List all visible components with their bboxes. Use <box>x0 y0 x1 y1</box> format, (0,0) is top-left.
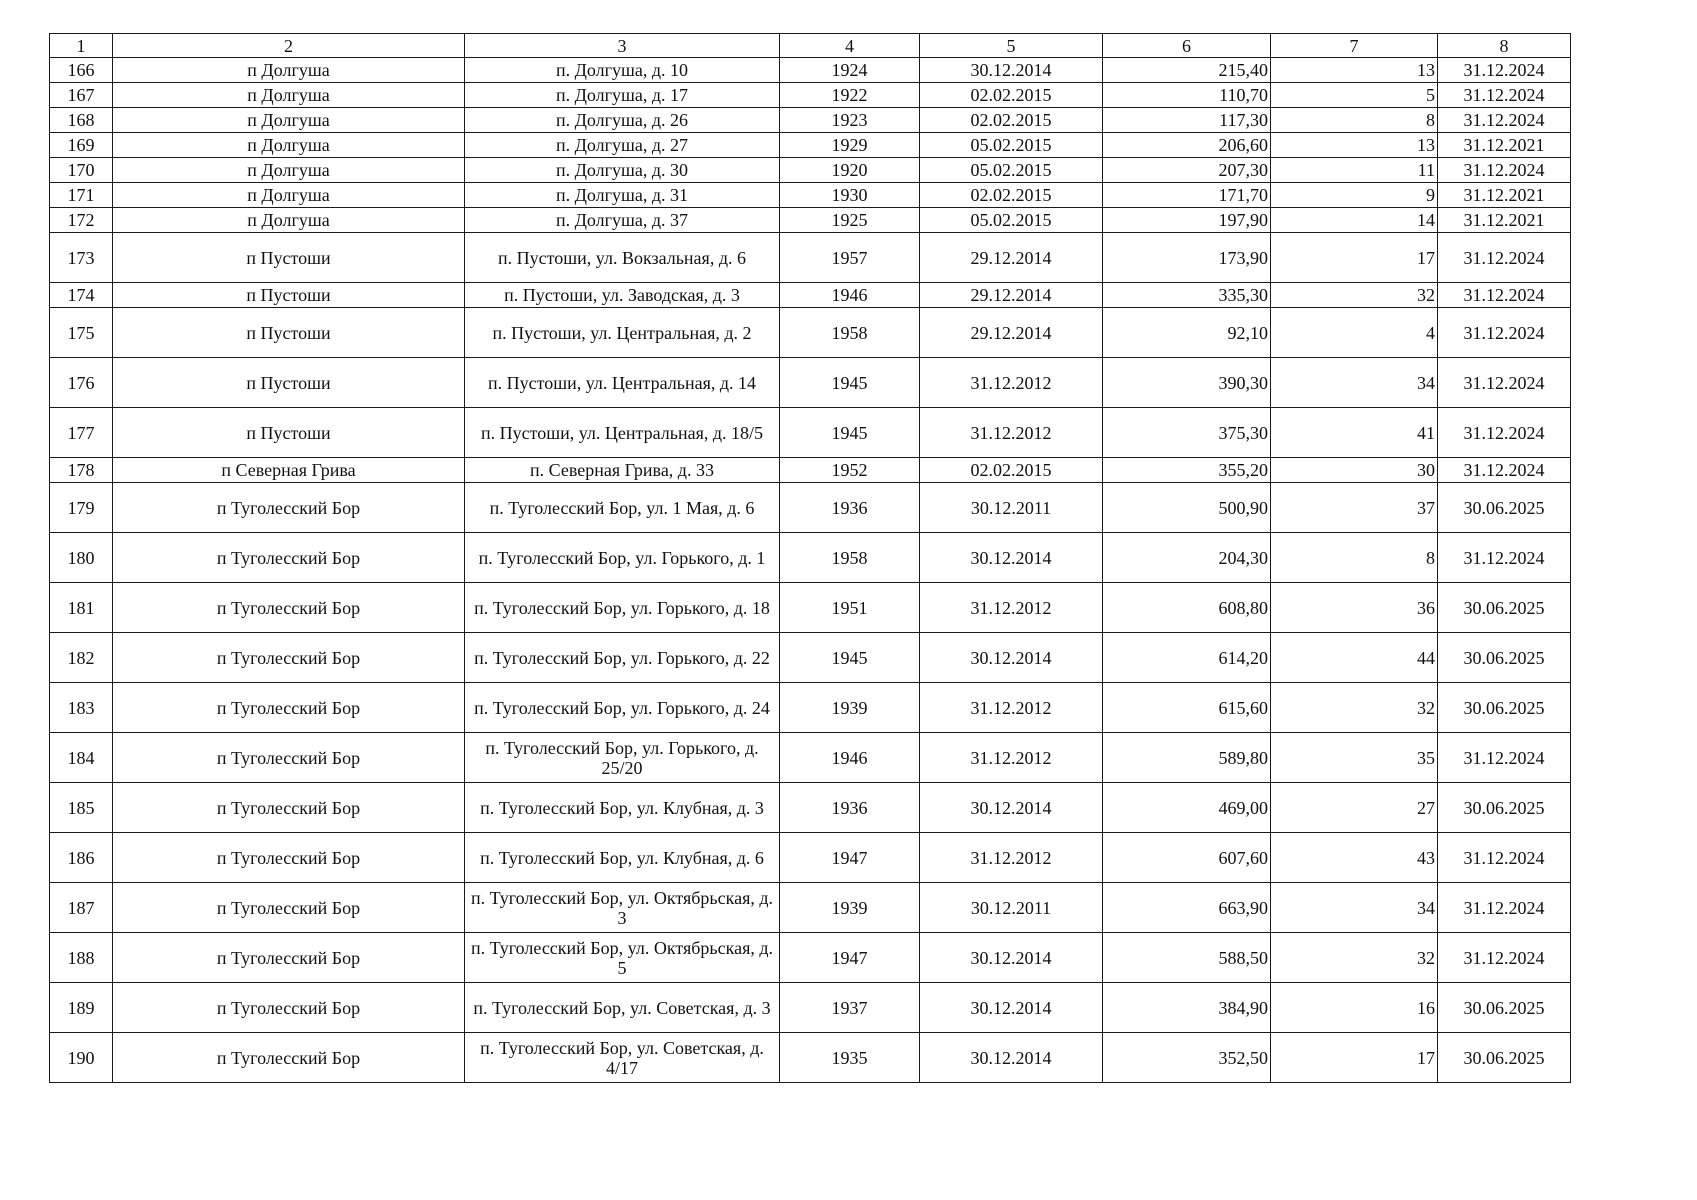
deadline-cell: 30.06.2025 <box>1438 1033 1571 1083</box>
row-number-cell: 189 <box>50 983 113 1033</box>
area-cell: 384,90 <box>1103 983 1271 1033</box>
deadline-cell: 31.12.2024 <box>1438 308 1571 358</box>
date-cell: 30.12.2014 <box>920 783 1103 833</box>
address-cell: п. Туголесский Бор, ул. Горького, д. 25/20 <box>465 733 780 783</box>
deadline-cell: 31.12.2024 <box>1438 233 1571 283</box>
year-built-cell: 1939 <box>780 683 920 733</box>
area-cell: 390,30 <box>1103 358 1271 408</box>
address-cell: п. Туголесский Бор, ул. Горького, д. 18 <box>465 583 780 633</box>
area-cell: 608,80 <box>1103 583 1271 633</box>
row-number-cell: 184 <box>50 733 113 783</box>
column-number-8: 8 <box>1438 34 1571 58</box>
year-built-cell: 1951 <box>780 583 920 633</box>
settlement-cell: п Туголесский Бор <box>113 933 465 983</box>
row-number-cell: 180 <box>50 533 113 583</box>
residents-count-cell: 32 <box>1271 683 1438 733</box>
settlement-cell: п Пустоши <box>113 233 465 283</box>
year-built-cell: 1923 <box>780 108 920 133</box>
address-cell: п. Туголесский Бор, ул. Советская, д. 4/17 <box>465 1033 780 1083</box>
table-row <box>50 283 1571 308</box>
table-row <box>50 133 1571 158</box>
year-built-cell: 1935 <box>780 1033 920 1083</box>
residents-count-cell: 4 <box>1271 308 1438 358</box>
deadline-cell: 31.12.2021 <box>1438 208 1571 233</box>
residents-count-cell: 30 <box>1271 458 1438 483</box>
address-cell: п. Туголесский Бор, ул. Клубная, д. 3 <box>465 783 780 833</box>
settlement-cell: п Долгуша <box>113 158 465 183</box>
year-built-cell: 1958 <box>780 533 920 583</box>
address-cell: п. Туголесский Бор, ул. Клубная, д. 6 <box>465 833 780 883</box>
table-row <box>50 633 1571 683</box>
residents-count-cell: 34 <box>1271 358 1438 408</box>
area-cell: 171,70 <box>1103 183 1271 208</box>
deadline-cell: 30.06.2025 <box>1438 683 1571 733</box>
address-cell: п. Туголесский Бор, ул. 1 Мая, д. 6 <box>465 483 780 533</box>
row-number-cell: 169 <box>50 133 113 158</box>
date-cell: 30.12.2014 <box>920 633 1103 683</box>
residents-count-cell: 17 <box>1271 233 1438 283</box>
area-cell: 469,00 <box>1103 783 1271 833</box>
area-cell: 663,90 <box>1103 883 1271 933</box>
year-built-cell: 1947 <box>780 833 920 883</box>
date-cell: 31.12.2012 <box>920 583 1103 633</box>
table-row <box>50 683 1571 733</box>
table-row <box>50 58 1571 83</box>
settlement-cell: п Долгуша <box>113 108 465 133</box>
table-body <box>50 34 1571 1083</box>
deadline-cell: 31.12.2024 <box>1438 883 1571 933</box>
address-cell: п. Долгуша, д. 26 <box>465 108 780 133</box>
date-cell: 30.12.2011 <box>920 483 1103 533</box>
row-number-cell: 173 <box>50 233 113 283</box>
area-cell: 92,10 <box>1103 308 1271 358</box>
table-row <box>50 583 1571 633</box>
year-built-cell: 1922 <box>780 83 920 108</box>
settlement-cell: п Долгуша <box>113 183 465 208</box>
area-cell: 615,60 <box>1103 683 1271 733</box>
table-row <box>50 483 1571 533</box>
date-cell: 05.02.2015 <box>920 133 1103 158</box>
deadline-cell: 31.12.2021 <box>1438 183 1571 208</box>
residents-count-cell: 37 <box>1271 483 1438 533</box>
deadline-cell: 30.06.2025 <box>1438 783 1571 833</box>
housing-table <box>49 33 1571 1083</box>
area-cell: 335,30 <box>1103 283 1271 308</box>
settlement-cell: п Туголесский Бор <box>113 533 465 583</box>
table-row <box>50 233 1571 283</box>
date-cell: 02.02.2015 <box>920 83 1103 108</box>
row-number-cell: 172 <box>50 208 113 233</box>
year-built-cell: 1939 <box>780 883 920 933</box>
area-cell: 197,90 <box>1103 208 1271 233</box>
address-cell: п. Долгуша, д. 37 <box>465 208 780 233</box>
address-cell: п. Северная Грива, д. 33 <box>465 458 780 483</box>
year-built-cell: 1947 <box>780 933 920 983</box>
residents-count-cell: 27 <box>1271 783 1438 833</box>
settlement-cell: п Туголесский Бор <box>113 983 465 1033</box>
settlement-cell: п Туголесский Бор <box>113 1033 465 1083</box>
year-built-cell: 1937 <box>780 983 920 1033</box>
column-number-1: 1 <box>50 34 113 58</box>
row-number-cell: 166 <box>50 58 113 83</box>
residents-count-cell: 41 <box>1271 408 1438 458</box>
residents-count-cell: 36 <box>1271 583 1438 633</box>
area-cell: 352,50 <box>1103 1033 1271 1083</box>
residents-count-cell: 44 <box>1271 633 1438 683</box>
settlement-cell: п Туголесский Бор <box>113 833 465 883</box>
table-row <box>50 408 1571 458</box>
settlement-cell: п Пустоши <box>113 308 465 358</box>
date-cell: 30.12.2011 <box>920 883 1103 933</box>
date-cell: 30.12.2014 <box>920 933 1103 983</box>
address-cell: п. Пустоши, ул. Центральная, д. 14 <box>465 358 780 408</box>
table-row <box>50 308 1571 358</box>
table-row <box>50 733 1571 783</box>
area-cell: 110,70 <box>1103 83 1271 108</box>
year-built-cell: 1936 <box>780 483 920 533</box>
settlement-cell: п Долгуша <box>113 83 465 108</box>
settlement-cell: п Долгуша <box>113 133 465 158</box>
area-cell: 614,20 <box>1103 633 1271 683</box>
date-cell: 31.12.2012 <box>920 408 1103 458</box>
settlement-cell: п Долгуша <box>113 58 465 83</box>
address-cell: п. Пустоши, ул. Центральная, д. 18/5 <box>465 408 780 458</box>
year-built-cell: 1929 <box>780 133 920 158</box>
deadline-cell: 30.06.2025 <box>1438 483 1571 533</box>
row-number-cell: 178 <box>50 458 113 483</box>
column-number-5: 5 <box>920 34 1103 58</box>
table-row <box>50 833 1571 883</box>
address-cell: п. Долгуша, д. 10 <box>465 58 780 83</box>
row-number-cell: 170 <box>50 158 113 183</box>
area-cell: 173,90 <box>1103 233 1271 283</box>
row-number-cell: 171 <box>50 183 113 208</box>
area-cell: 117,30 <box>1103 108 1271 133</box>
deadline-cell: 30.06.2025 <box>1438 583 1571 633</box>
area-cell: 204,30 <box>1103 533 1271 583</box>
row-number-cell: 167 <box>50 83 113 108</box>
deadline-cell: 31.12.2024 <box>1438 733 1571 783</box>
settlement-cell: п Туголесский Бор <box>113 633 465 683</box>
settlement-cell: п Туголесский Бор <box>113 883 465 933</box>
area-cell: 589,80 <box>1103 733 1271 783</box>
residents-count-cell: 32 <box>1271 933 1438 983</box>
table-row <box>50 358 1571 408</box>
residents-count-cell: 14 <box>1271 208 1438 233</box>
deadline-cell: 31.12.2024 <box>1438 108 1571 133</box>
address-cell: п. Туголесский Бор, ул. Октябрьская, д. 3 <box>465 883 780 933</box>
row-number-cell: 188 <box>50 933 113 983</box>
address-cell: п. Пустоши, ул. Вокзальная, д. 6 <box>465 233 780 283</box>
row-number-cell: 182 <box>50 633 113 683</box>
date-cell: 31.12.2012 <box>920 733 1103 783</box>
residents-count-cell: 17 <box>1271 1033 1438 1083</box>
area-cell: 355,20 <box>1103 458 1271 483</box>
date-cell: 02.02.2015 <box>920 183 1103 208</box>
date-cell: 31.12.2012 <box>920 833 1103 883</box>
year-built-cell: 1924 <box>780 58 920 83</box>
date-cell: 30.12.2014 <box>920 58 1103 83</box>
residents-count-cell: 13 <box>1271 133 1438 158</box>
table-row <box>50 883 1571 933</box>
year-built-cell: 1925 <box>780 208 920 233</box>
deadline-cell: 31.12.2024 <box>1438 833 1571 883</box>
deadline-cell: 31.12.2024 <box>1438 458 1571 483</box>
residents-count-cell: 43 <box>1271 833 1438 883</box>
row-number-cell: 186 <box>50 833 113 883</box>
residents-count-cell: 34 <box>1271 883 1438 933</box>
deadline-cell: 31.12.2024 <box>1438 933 1571 983</box>
date-cell: 29.12.2014 <box>920 233 1103 283</box>
settlement-cell: п Пустоши <box>113 408 465 458</box>
table-row <box>50 458 1571 483</box>
row-number-cell: 187 <box>50 883 113 933</box>
date-cell: 02.02.2015 <box>920 458 1103 483</box>
address-cell: п. Долгуша, д. 17 <box>465 83 780 108</box>
address-cell: п. Туголесский Бор, ул. Горького, д. 1 <box>465 533 780 583</box>
residents-count-cell: 8 <box>1271 533 1438 583</box>
settlement-cell: п Туголесский Бор <box>113 783 465 833</box>
settlement-cell: п Пустоши <box>113 358 465 408</box>
address-cell: п. Пустоши, ул. Заводская, д. 3 <box>465 283 780 308</box>
table-row <box>50 108 1571 133</box>
settlement-cell: п Туголесский Бор <box>113 583 465 633</box>
date-cell: 02.02.2015 <box>920 108 1103 133</box>
residents-count-cell: 11 <box>1271 158 1438 183</box>
deadline-cell: 31.12.2024 <box>1438 533 1571 583</box>
deadline-cell: 31.12.2024 <box>1438 158 1571 183</box>
year-built-cell: 1945 <box>780 408 920 458</box>
year-built-cell: 1936 <box>780 783 920 833</box>
year-built-cell: 1945 <box>780 358 920 408</box>
residents-count-cell: 32 <box>1271 283 1438 308</box>
year-built-cell: 1945 <box>780 633 920 683</box>
address-cell: п. Туголесский Бор, ул. Октябрьская, д. 5 <box>465 933 780 983</box>
residents-count-cell: 13 <box>1271 58 1438 83</box>
date-cell: 05.02.2015 <box>920 208 1103 233</box>
deadline-cell: 31.12.2024 <box>1438 358 1571 408</box>
address-cell: п. Туголесский Бор, ул. Советская, д. 3 <box>465 983 780 1033</box>
date-cell: 31.12.2012 <box>920 358 1103 408</box>
deadline-cell: 31.12.2024 <box>1438 283 1571 308</box>
residents-count-cell: 35 <box>1271 733 1438 783</box>
settlement-cell: п Пустоши <box>113 283 465 308</box>
table-row <box>50 983 1571 1033</box>
year-built-cell: 1920 <box>780 158 920 183</box>
deadline-cell: 30.06.2025 <box>1438 983 1571 1033</box>
row-number-cell: 176 <box>50 358 113 408</box>
address-cell: п. Долгуша, д. 30 <box>465 158 780 183</box>
table-row <box>50 83 1571 108</box>
settlement-cell: п Северная Грива <box>113 458 465 483</box>
row-number-cell: 179 <box>50 483 113 533</box>
column-number-2: 2 <box>113 34 465 58</box>
residents-count-cell: 9 <box>1271 183 1438 208</box>
row-number-cell: 183 <box>50 683 113 733</box>
deadline-cell: 31.12.2024 <box>1438 58 1571 83</box>
year-built-cell: 1957 <box>780 233 920 283</box>
column-number-7: 7 <box>1271 34 1438 58</box>
row-number-cell: 168 <box>50 108 113 133</box>
column-number-6: 6 <box>1103 34 1271 58</box>
table-row <box>50 158 1571 183</box>
row-number-cell: 175 <box>50 308 113 358</box>
residents-count-cell: 5 <box>1271 83 1438 108</box>
year-built-cell: 1946 <box>780 283 920 308</box>
area-cell: 215,40 <box>1103 58 1271 83</box>
row-number-cell: 185 <box>50 783 113 833</box>
address-cell: п. Долгуша, д. 27 <box>465 133 780 158</box>
settlement-cell: п Долгуша <box>113 208 465 233</box>
table-row <box>50 783 1571 833</box>
table-row <box>50 1033 1571 1083</box>
settlement-cell: п Туголесский Бор <box>113 683 465 733</box>
deadline-cell: 31.12.2024 <box>1438 408 1571 458</box>
row-number-cell: 181 <box>50 583 113 633</box>
area-cell: 500,90 <box>1103 483 1271 533</box>
date-cell: 29.12.2014 <box>920 283 1103 308</box>
table-row <box>50 183 1571 208</box>
area-cell: 607,60 <box>1103 833 1271 883</box>
area-cell: 588,50 <box>1103 933 1271 983</box>
table-row <box>50 208 1571 233</box>
date-cell: 29.12.2014 <box>920 308 1103 358</box>
address-cell: п. Туголесский Бор, ул. Горького, д. 24 <box>465 683 780 733</box>
table-row <box>50 533 1571 583</box>
area-cell: 375,30 <box>1103 408 1271 458</box>
date-cell: 05.02.2015 <box>920 158 1103 183</box>
date-cell: 30.12.2014 <box>920 1033 1103 1083</box>
year-built-cell: 1952 <box>780 458 920 483</box>
address-cell: п. Туголесский Бор, ул. Горького, д. 22 <box>465 633 780 683</box>
address-cell: п. Пустоши, ул. Центральная, д. 2 <box>465 308 780 358</box>
area-cell: 207,30 <box>1103 158 1271 183</box>
settlement-cell: п Туголесский Бор <box>113 483 465 533</box>
settlement-cell: п Туголесский Бор <box>113 733 465 783</box>
address-cell: п. Долгуша, д. 31 <box>465 183 780 208</box>
year-built-cell: 1930 <box>780 183 920 208</box>
date-cell: 31.12.2012 <box>920 683 1103 733</box>
row-number-cell: 174 <box>50 283 113 308</box>
row-number-cell: 177 <box>50 408 113 458</box>
year-built-cell: 1946 <box>780 733 920 783</box>
date-cell: 30.12.2014 <box>920 533 1103 583</box>
row-number-cell: 190 <box>50 1033 113 1083</box>
deadline-cell: 31.12.2024 <box>1438 83 1571 108</box>
deadline-cell: 30.06.2025 <box>1438 633 1571 683</box>
area-cell: 206,60 <box>1103 133 1271 158</box>
residents-count-cell: 8 <box>1271 108 1438 133</box>
date-cell: 30.12.2014 <box>920 983 1103 1033</box>
residents-count-cell: 16 <box>1271 983 1438 1033</box>
deadline-cell: 31.12.2021 <box>1438 133 1571 158</box>
year-built-cell: 1958 <box>780 308 920 358</box>
column-number-row <box>50 34 1571 58</box>
table-row <box>50 933 1571 983</box>
column-number-4: 4 <box>780 34 920 58</box>
column-number-3: 3 <box>465 34 780 58</box>
